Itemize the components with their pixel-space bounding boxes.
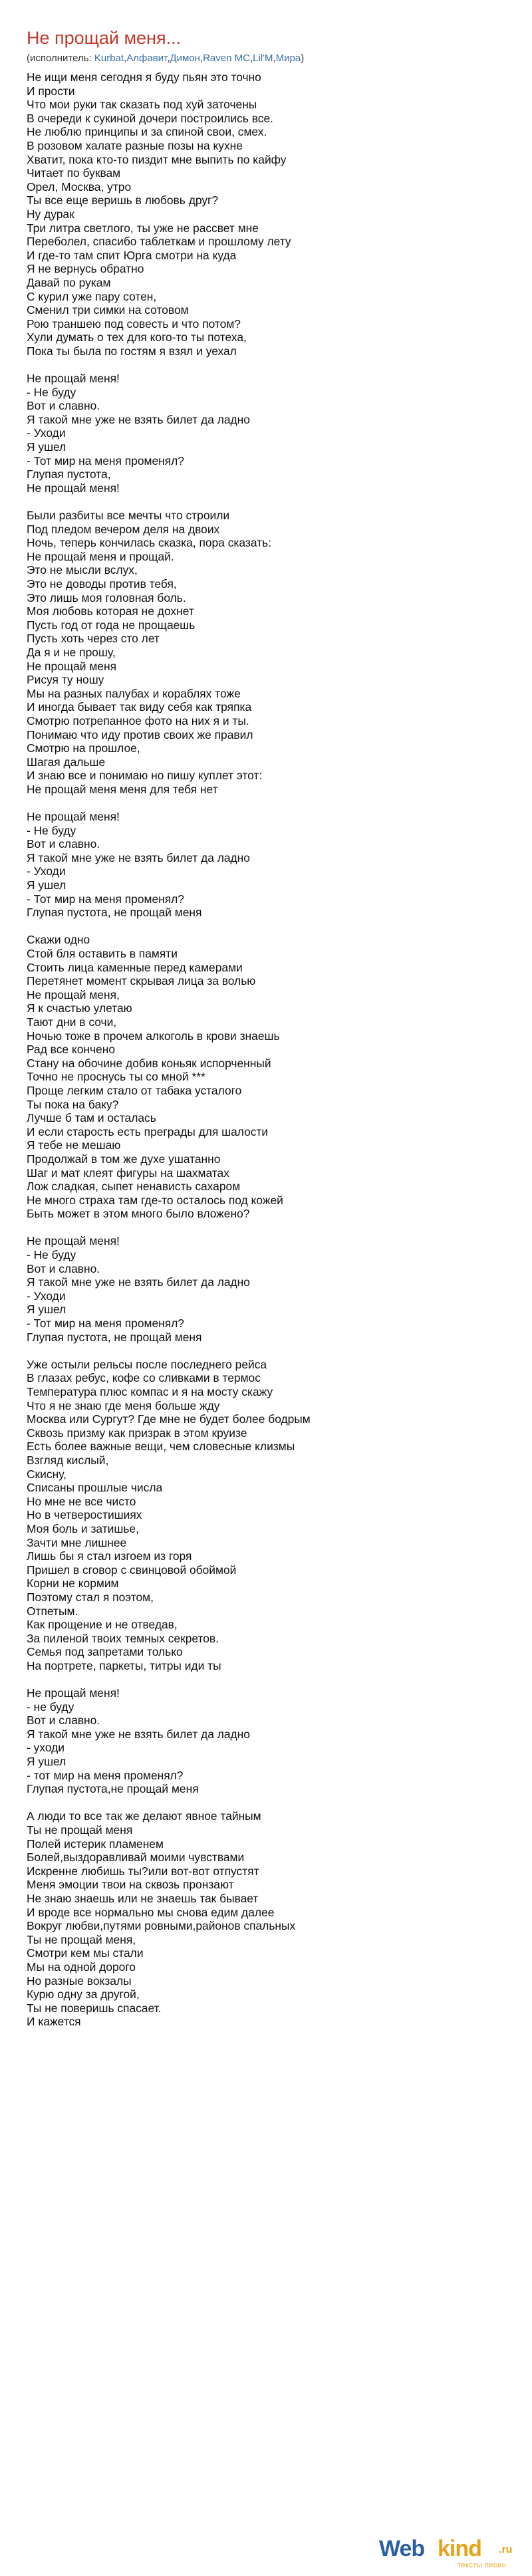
lyric-line: - не буду bbox=[27, 1700, 74, 1714]
artist-list bbox=[94, 53, 301, 64]
lyric-line: Смотрю потрепанное фото на них я и ты. bbox=[27, 713, 249, 727]
lyric-line: Пока ты была по гостям я взял и уехал bbox=[27, 344, 237, 358]
stanza-break bbox=[27, 1344, 505, 1358]
lyric-line: Это лишь моя головная боль. bbox=[27, 590, 186, 604]
lyric-line: Я такой мне уже не взять билет да ладно bbox=[27, 1727, 250, 1741]
lyric-line: Моя любовь которая не дохнет bbox=[27, 604, 194, 618]
artist-separator: , bbox=[167, 53, 170, 64]
lyrics-page bbox=[27, 27, 505, 2029]
lyric-line: - тот мир на меня променял? bbox=[27, 1768, 184, 1782]
lyric-line: Я ушел bbox=[27, 1303, 66, 1317]
artist-separator: , bbox=[200, 53, 203, 64]
lyric-line: - Не буду bbox=[27, 823, 76, 837]
stanza-break bbox=[27, 358, 505, 372]
lyric-line: Ты не прощай меня, bbox=[27, 1932, 136, 1946]
lyric-line: Я ушел bbox=[27, 878, 66, 892]
lyric-line: Не много страха там где-то осталось под кожей bbox=[27, 1193, 283, 1207]
lyric-line: Хватит, пока кто-то пиздит мне выпить по кайфу bbox=[27, 152, 287, 166]
lyric-line: Тают дни в сочи, bbox=[27, 1015, 117, 1029]
artist-separator: , bbox=[273, 53, 276, 64]
lyric-line: Вот и славно. bbox=[27, 837, 100, 851]
lyric-line: Рою траншею под совесть и что потом? bbox=[27, 317, 241, 330]
lyric-line: Мы на разных палубах и кораблях тоже bbox=[27, 686, 241, 700]
lyric-line: В глазах ребус, кофе со сливками в термос bbox=[27, 1371, 261, 1385]
lyric-line: За пиленой твоих темных секретов. bbox=[27, 1631, 219, 1645]
lyric-line: Я ушел bbox=[27, 440, 66, 454]
lyric-line: Поэтому стал я поэтом, bbox=[27, 1590, 154, 1604]
stanza-break bbox=[27, 920, 505, 934]
lyric-line: Болей,выздоравливай моими чувствами bbox=[27, 1851, 245, 1865]
artist-separator: , bbox=[124, 53, 127, 64]
lyric-line: Это не доводы против тебя, bbox=[27, 577, 177, 590]
lyric-line: Продолжай в том же духе ушатанно bbox=[27, 1152, 221, 1166]
lyric-line: Моя боль и затишье, bbox=[27, 1521, 139, 1535]
lyric-line: Мы на одной дорого bbox=[27, 1960, 136, 1974]
song-title: Не прощай меня... bbox=[27, 28, 182, 48]
artist-link[interactable]: Алфавит bbox=[126, 53, 168, 64]
lyric-line: Я такой мне уже не взять билет да ладно bbox=[27, 412, 250, 426]
lyric-line: Сквозь призму как призрак в этом круизе bbox=[27, 1426, 247, 1440]
lyric-line: Лишь бы я стал изгоем из горя bbox=[27, 1549, 192, 1563]
lyric-line: Не прощай меня! bbox=[27, 372, 120, 386]
lyric-line: Искренне любишь ты?или вот-вот отпустят bbox=[27, 1864, 259, 1878]
logo-tagline: тексты песен bbox=[458, 2561, 507, 2569]
stanza-break bbox=[27, 1221, 505, 1235]
lyric-line: Ночь, теперь кончилась сказка, пора сказать: bbox=[27, 536, 271, 550]
lyric-line: И если старость есть преграды для шалости bbox=[27, 1124, 269, 1138]
lyric-line: Но мне не все чисто bbox=[27, 1494, 136, 1508]
lyric-line: Читает по буквам bbox=[27, 166, 121, 180]
performers-suffix: ) bbox=[301, 53, 305, 64]
lyric-line: Полей истерик пламенем bbox=[27, 1837, 164, 1851]
lyric-line: Ты пока на баку? bbox=[27, 1097, 119, 1111]
lyric-line: Смотри кем мы стали bbox=[27, 1946, 144, 1960]
lyric-line: - уходи bbox=[27, 1741, 65, 1755]
lyric-line: А люди то все так же делают явное тайным bbox=[27, 1809, 261, 1823]
lyric-line: Вот и славно. bbox=[27, 1261, 100, 1275]
lyric-line: Давай по рукам bbox=[27, 275, 111, 289]
lyric-line: Не знаю знаешь или не знаешь так бывает bbox=[27, 1891, 259, 1905]
logo-part-kind: kind bbox=[438, 2536, 481, 2561]
lyric-line: Я ушел bbox=[27, 1755, 66, 1769]
stanza-break bbox=[27, 796, 505, 810]
lyric-line: Списаны прошлые числа bbox=[27, 1481, 163, 1495]
lyric-line: Не люблю принципы и за спиной свои, смех. bbox=[27, 125, 267, 139]
lyric-line: Рад все кончено bbox=[27, 1043, 116, 1057]
lyric-line: Понимаю что иду против своих же правил bbox=[27, 727, 253, 741]
lyric-line: И где-то там спит Юрга смотри на куда bbox=[27, 248, 237, 262]
lyric-line: Сменил три симки на сотовом bbox=[27, 303, 189, 317]
lyric-line: И иногда бывает так виду себя как тряпка bbox=[27, 700, 252, 714]
lyric-line: Ночью тоже в прочем алкоголь в крови знаешь bbox=[27, 1029, 280, 1043]
lyric-line: Стоить лица каменные перед камерами bbox=[27, 960, 243, 974]
lyric-line: Рисуя ту ношу bbox=[27, 673, 104, 687]
lyric-line: Пусть хоть через сто лет bbox=[27, 632, 160, 646]
lyric-line: Отпетым. bbox=[27, 1604, 78, 1618]
lyric-line: Меня эмоции твои на сквозь пронзают bbox=[27, 1878, 234, 1892]
lyric-line: Глупая пустота, не прощай меня bbox=[27, 1330, 202, 1344]
lyric-line: Что я не знаю где меня больше жду bbox=[27, 1398, 220, 1412]
lyric-line: Курю одну за другой, bbox=[27, 1988, 140, 2001]
lyric-line: Я такой мне уже не взять билет да ладно bbox=[27, 850, 250, 864]
artist-link[interactable]: Lil'M bbox=[253, 53, 273, 64]
stanza-break bbox=[27, 1672, 505, 1686]
lyric-line: Что мои руки так сказать под хуй заточены bbox=[27, 98, 257, 112]
lyric-line: Орел, Москва, утро bbox=[27, 180, 132, 193]
lyric-line: - Тот мир на меня променял? bbox=[27, 892, 184, 906]
lyric-line: Москва или Сургут? Где мне не будет более бодрым bbox=[27, 1412, 311, 1426]
artist-link[interactable]: Raven MC bbox=[203, 53, 250, 64]
lyric-line: Я тебе не мешаю bbox=[27, 1138, 121, 1152]
lyric-line: Скажи одно bbox=[27, 933, 90, 947]
lyric-line: Не ищи меня сегодня я буду пьян это точно bbox=[27, 70, 261, 84]
lyric-line: Быть может в этом много было вложено? bbox=[27, 1207, 250, 1221]
lyric-line: С курил уже пару сотен, bbox=[27, 289, 157, 303]
lyric-line: Вокруг любви,путями ровными,районов спальных bbox=[27, 1919, 296, 1933]
webkind-logo[interactable] bbox=[379, 2531, 525, 2571]
lyric-line: Глупая пустота, не прощай меня bbox=[27, 906, 202, 920]
lyric-line: Есть более важные вещи, чем словесные клизмы bbox=[27, 1440, 295, 1454]
lyric-line: Но разные вокзалы bbox=[27, 1974, 132, 1988]
performers-prefix: (исполнитель: bbox=[27, 53, 94, 64]
lyric-line: Глупая пустота,не прощай меня bbox=[27, 1782, 199, 1796]
lyric-line: В очереди к сукиной дочери построились все. bbox=[27, 111, 273, 125]
lyric-line: В розовом халате разные позы на кухне bbox=[27, 138, 243, 152]
lyric-line: Да я и не прошу, bbox=[27, 645, 116, 659]
lyric-line: Стану на обочине добив коньяк испорченный bbox=[27, 1056, 271, 1070]
lyric-line: Не прощай меня и прощай. bbox=[27, 549, 174, 563]
lyric-line: - Уходи bbox=[27, 1289, 66, 1303]
lyric-line: Корни не кормим bbox=[27, 1577, 119, 1591]
lyric-line: И кажется bbox=[27, 2015, 81, 2029]
lyric-line: Я не вернусь обратно bbox=[27, 262, 144, 276]
lyric-line: Уже остыли рельсы после последнего рейса bbox=[27, 1357, 267, 1371]
lyric-line: Точно не проснусь ты со мной *** bbox=[27, 1070, 205, 1084]
lyric-line: Не прощай меня bbox=[27, 659, 116, 673]
artist-link[interactable]: Kurbat bbox=[94, 53, 124, 64]
lyric-line: Вот и славно. bbox=[27, 399, 100, 413]
lyric-line: - Тот мир на меня променял? bbox=[27, 1317, 184, 1331]
lyric-line: - Уходи bbox=[27, 864, 66, 878]
lyric-line: Не прощай меня! bbox=[27, 1234, 120, 1248]
lyric-line: Не прощай меня! bbox=[27, 1686, 120, 1700]
lyric-line: Ты не прощай меня bbox=[27, 1823, 133, 1837]
lyric-line: Не прощай меня! bbox=[27, 481, 120, 495]
logo-part-web: Web bbox=[379, 2536, 425, 2561]
lyric-line: Стой бля оставить в памяти bbox=[27, 947, 178, 960]
lyric-line: Пришел в сговор с свинцовой обоймой bbox=[27, 1563, 237, 1577]
stanza-break bbox=[27, 495, 505, 509]
lyric-line: - Не буду bbox=[27, 1248, 76, 1262]
lyric-line: Были разбиты все мечты что строили bbox=[27, 509, 230, 522]
lyric-line: Не прощай меня меня для тебя нет bbox=[27, 782, 218, 796]
lyric-line: Зачти мне лишнее bbox=[27, 1535, 127, 1549]
lyric-line: Под пледом вечером деля на двоих bbox=[27, 522, 220, 536]
lyric-line: Семья под запретами только bbox=[27, 1645, 183, 1659]
lyric-line: Пусть год от года не прощаешь bbox=[27, 618, 196, 632]
lyric-line: Как прощение и не отведав, bbox=[27, 1618, 178, 1632]
artist-separator: , bbox=[249, 53, 253, 64]
lyric-line: Шагая дальше bbox=[27, 755, 106, 769]
lyric-line: Ну дурак bbox=[27, 207, 74, 221]
lyric-line: Три литра светлого, ты уже не рассвет мне bbox=[27, 221, 259, 235]
lyric-line: - Тот мир на меня променял? bbox=[27, 453, 184, 467]
lyric-line: На портрете, паркеты, титры иди ты bbox=[27, 1658, 221, 1672]
lyric-line: Переболел, спасибо таблеткам и прошлому лету bbox=[27, 235, 291, 249]
performers-line bbox=[27, 52, 505, 65]
lyric-line: Лучше б там и осталась bbox=[27, 1111, 156, 1125]
logo-part-ru: .ru bbox=[499, 2544, 513, 2555]
lyric-line: Вот и славно. bbox=[27, 1714, 100, 1728]
lyric-line: - Не буду bbox=[27, 385, 76, 399]
lyric-line: Я такой мне уже не взять билет да ладно bbox=[27, 1275, 250, 1289]
lyric-line: Это не мысли вслух, bbox=[27, 563, 138, 577]
lyric-line: Лож сладкая, сыпет ненависть сахаром bbox=[27, 1180, 241, 1194]
lyric-line: Хули думать о тех для кого-то ты потеха, bbox=[27, 330, 247, 344]
lyric-line: И вроде все нормально мы снова едим далее bbox=[27, 1905, 275, 1919]
lyric-line: Проще легким стало от табака усталого bbox=[27, 1083, 242, 1097]
lyric-line: Не прощай меня, bbox=[27, 987, 120, 1001]
lyric-line: Глупая пустота, bbox=[27, 467, 111, 481]
lyric-line: Смотрю на прошлое, bbox=[27, 741, 140, 755]
lyric-line: Ты не поверишь спасает. bbox=[27, 2001, 162, 2015]
lyric-line: Шаг и мат клеят фигуры на шахматах bbox=[27, 1166, 229, 1180]
stanza-break bbox=[27, 1796, 505, 1810]
lyric-line: - Уходи bbox=[27, 426, 66, 440]
lyric-line: И прости bbox=[27, 84, 75, 98]
lyric-line: Но в четверостишиях bbox=[27, 1508, 142, 1522]
lyric-line: Я к счастью улетаю bbox=[27, 1001, 132, 1015]
lyric-line: Температура плюс компас и я на мосту скажу bbox=[27, 1385, 273, 1398]
artist-link[interactable]: Мира bbox=[275, 53, 301, 64]
lyric-line: Перетянет момент скрывая лица за волью bbox=[27, 974, 256, 988]
lyric-line: Ты все еще веришь в любовь друг? bbox=[27, 193, 219, 207]
artist-link[interactable]: Димон bbox=[170, 53, 200, 64]
lyric-line: Скисну, bbox=[27, 1467, 66, 1481]
lyric-line: Не прощай меня! bbox=[27, 810, 120, 824]
lyrics-text bbox=[27, 70, 505, 2029]
lyric-line: И знаю все и понимаю но пишу куплет этот: bbox=[27, 769, 263, 783]
lyric-line: Взгляд кислый, bbox=[27, 1453, 109, 1467]
